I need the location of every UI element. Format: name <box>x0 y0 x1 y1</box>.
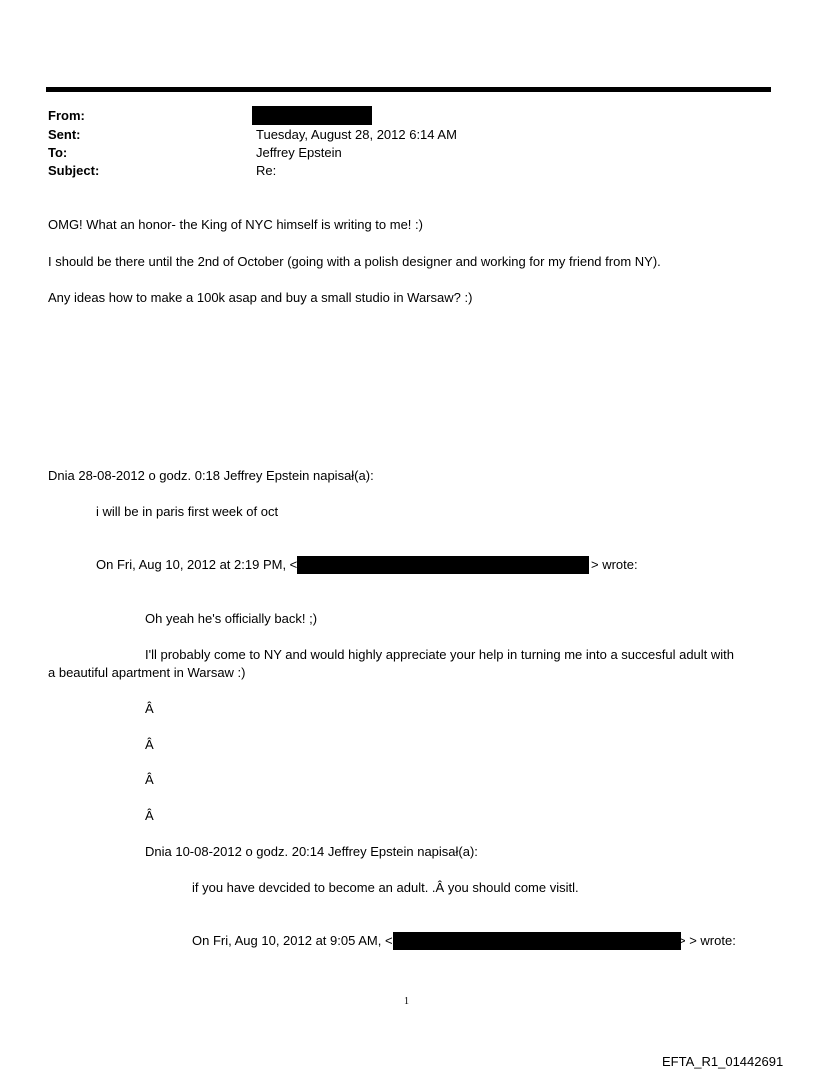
sent-label: Sent: <box>48 127 81 142</box>
quote1-message: i will be in paris first week of oct <box>96 504 279 519</box>
quote3-message: if you have devcided to become an adult. .Â you should come visitl. <box>192 880 579 895</box>
quote1-on-prefix: On Fri, Aug 10, 2012 at 2:19 PM, < <box>96 557 298 572</box>
quote2-attribution: Dnia 10-08-2012 o godz. 20:14 Jeffrey Epstein napisał(a): <box>145 844 478 859</box>
encoding-artifact: Â <box>145 701 154 716</box>
body-line-3: Any ideas how to make a 100k asap and buy a small studio in Warsaw? :) <box>48 290 473 305</box>
bates-number: EFTA_R1_01442691 <box>662 1054 784 1069</box>
encoding-artifact: Â <box>145 808 154 823</box>
to-label: To: <box>48 145 68 160</box>
from-label: From: <box>48 108 85 123</box>
quote3-on-suffix: > > wrote: <box>678 933 736 948</box>
header-rule <box>46 87 771 92</box>
redaction-email-2 <box>393 932 681 950</box>
quote2-line-1: Oh yeah he's officially back! ;) <box>145 611 318 626</box>
redaction-from <box>252 106 372 125</box>
sent-value: Tuesday, August 28, 2012 6:14 AM <box>256 127 457 142</box>
encoding-artifact: Â <box>145 737 154 752</box>
quote1-attribution: Dnia 28-08-2012 o godz. 0:18 Jeffrey Epstein napisał(a): <box>48 468 374 483</box>
body-line-1: OMG! What an honor- the King of NYC himself is writing to me! :) <box>48 217 423 232</box>
quote2-line-2-start: I'll probably come to NY and would highly appreciate your help in turning me into a succesful adult with <box>145 647 735 662</box>
redaction-email-1 <box>297 556 589 574</box>
page-number: 1 <box>404 996 409 1007</box>
quote3-on-prefix: On Fri, Aug 10, 2012 at 9:05 AM, < <box>192 933 393 948</box>
body-line-2: I should be there until the 2nd of October (going with a polish designer and working for my friend from NY). <box>48 254 661 269</box>
quote2-line-2-end: a beautiful apartment in Warsaw :) <box>48 665 246 680</box>
quote1-on-suffix: > wrote: <box>591 557 638 572</box>
subject-value: Re: <box>256 163 277 178</box>
subject-label: Subject: <box>48 163 100 178</box>
encoding-artifact: Â <box>145 772 154 787</box>
to-value: Jeffrey Epstein <box>256 145 342 160</box>
